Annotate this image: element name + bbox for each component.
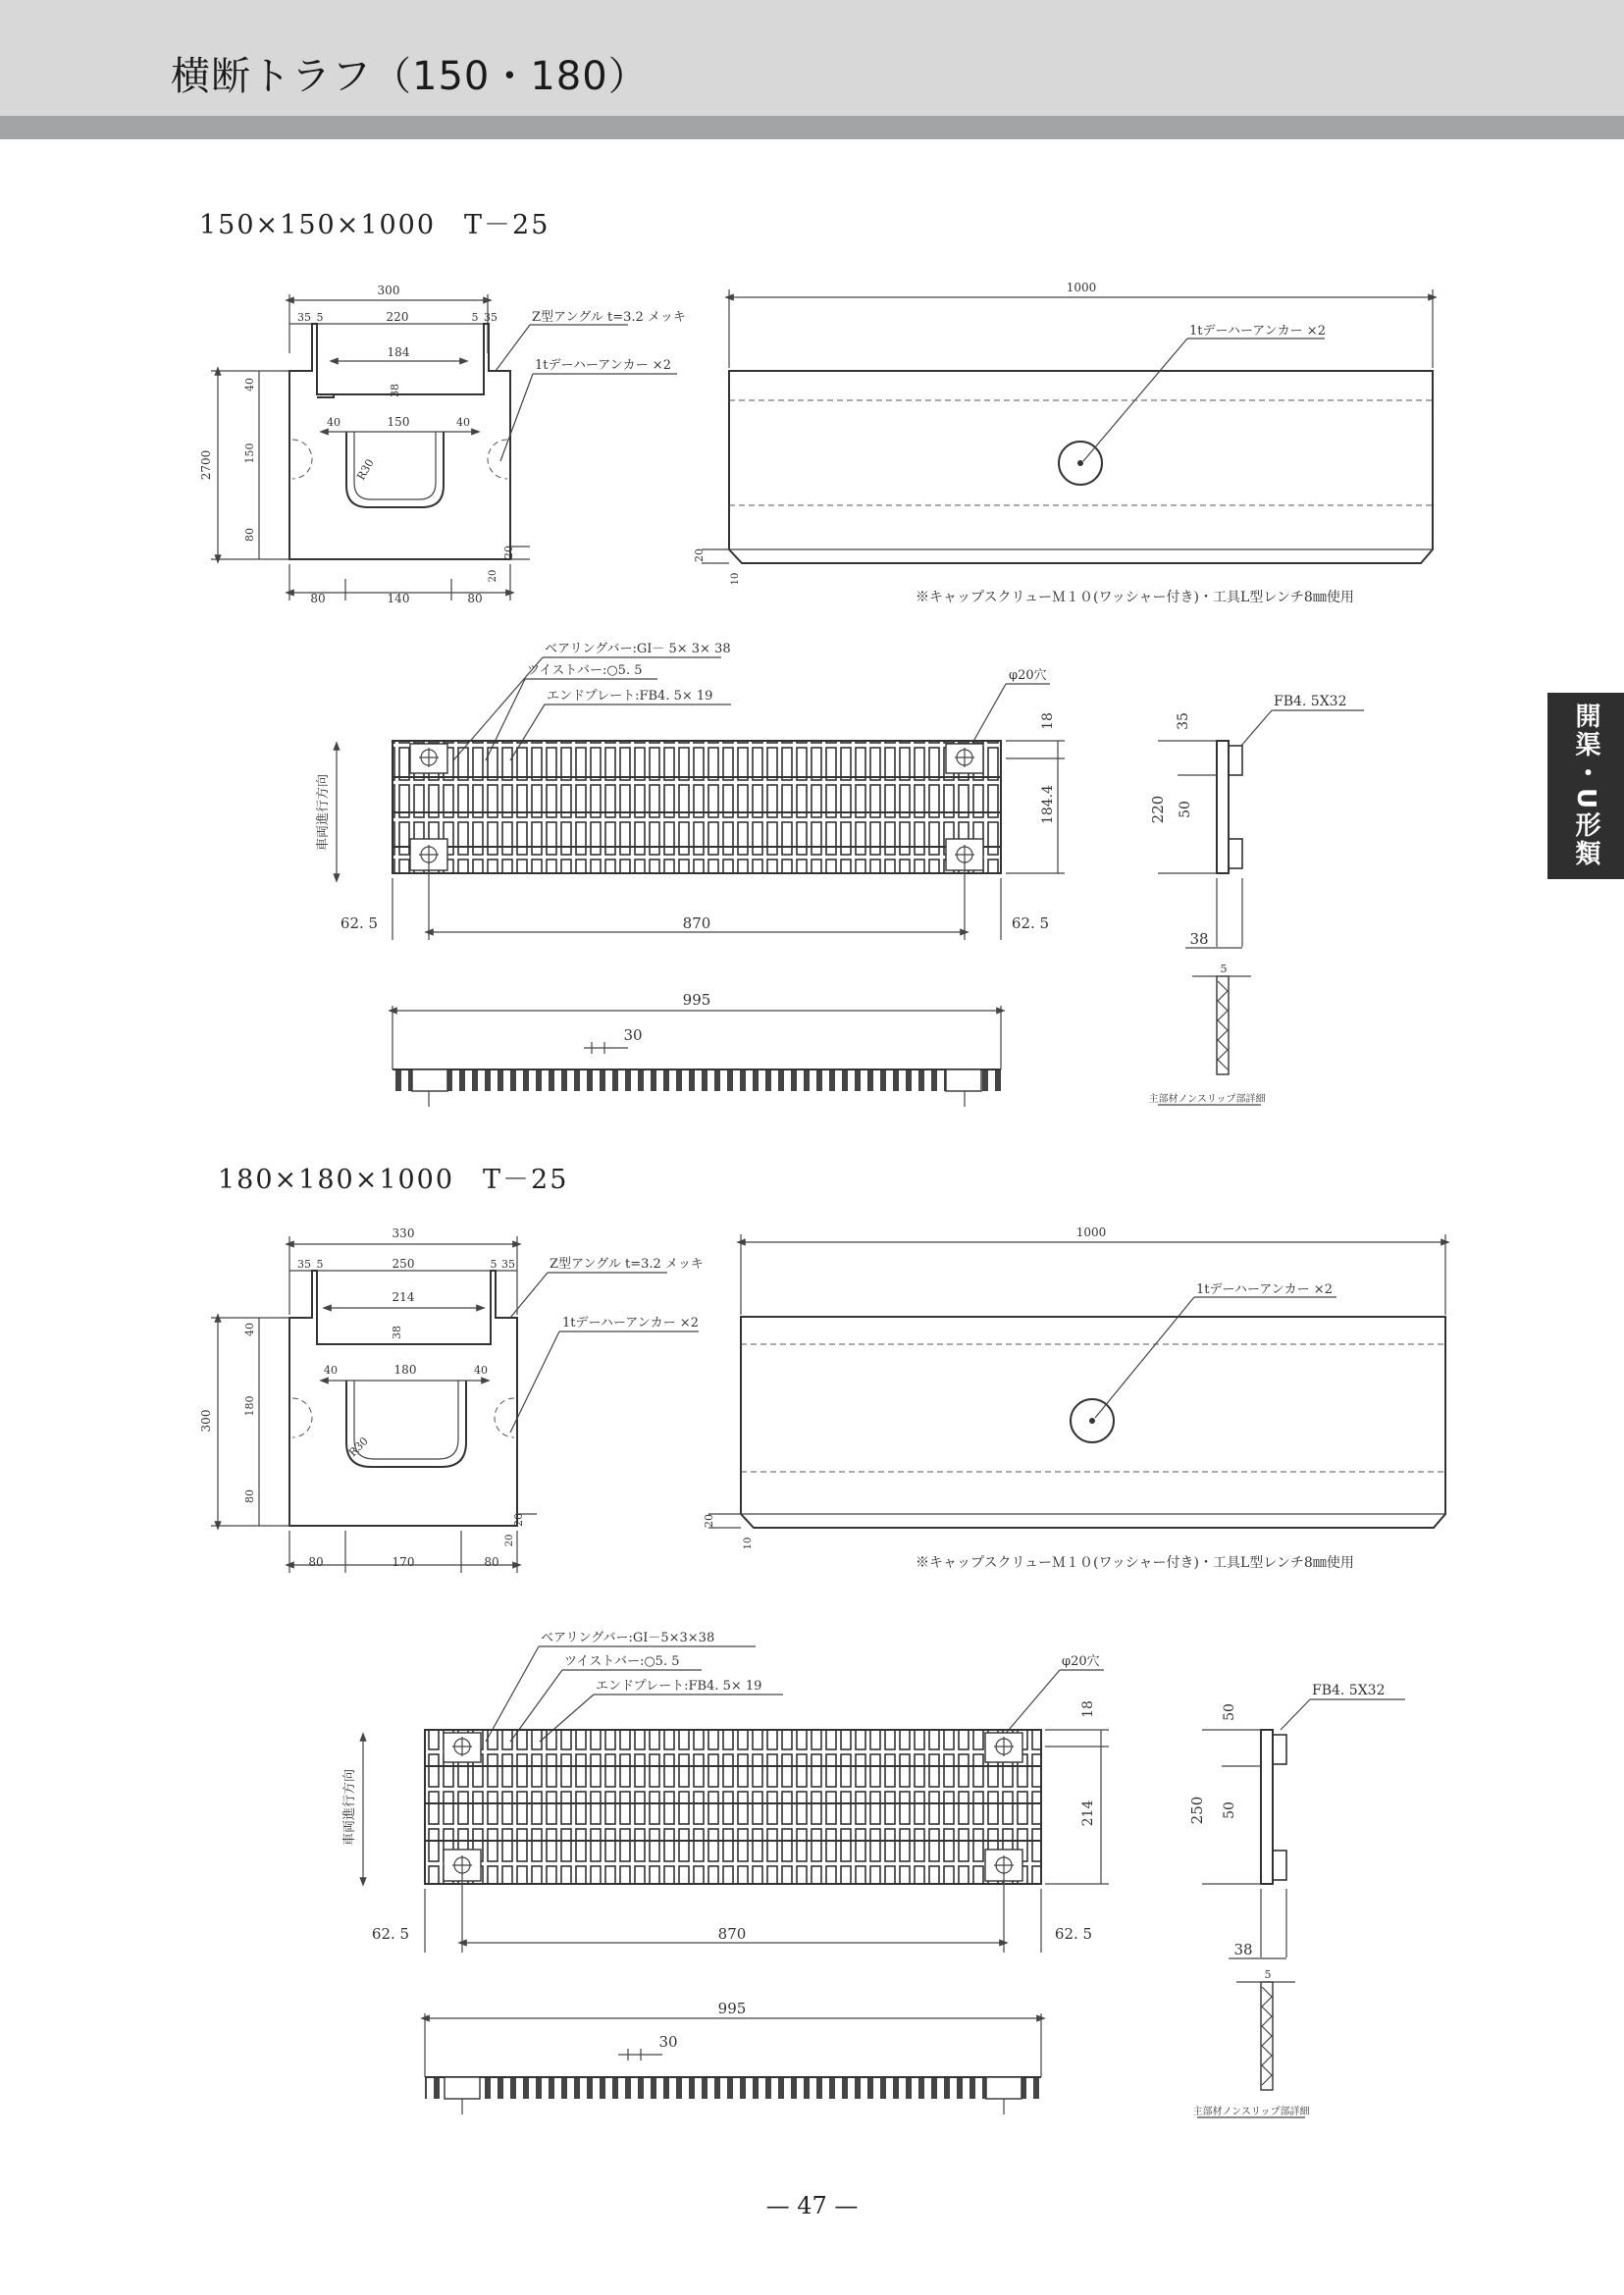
callout-anchor-180: 1tデーハーアンカー ×2 — [562, 1316, 699, 1330]
svg-text:20: 20 — [488, 569, 498, 583]
svg-text:250: 250 — [1188, 1796, 1206, 1825]
svg-text:214: 214 — [392, 1290, 415, 1304]
cross-section-180 — [199, 1226, 704, 1573]
svg-text:80: 80 — [467, 592, 483, 605]
svg-text:35: 35 — [1176, 712, 1191, 730]
svg-text:エンドプレート:FB4. 5× 19: エンドプレート:FB4. 5× 19 — [596, 1679, 762, 1694]
spec-title-150: 150×150×1000 T－25 — [199, 210, 550, 240]
svg-text:20: 20 — [502, 546, 515, 559]
svg-text:1tデーハーアンカー ×2: 1tデーハーアンカー ×2 — [1196, 1282, 1333, 1297]
svg-text:40: 40 — [243, 1323, 256, 1336]
svg-text:38: 38 — [1233, 1941, 1253, 1958]
svg-text:995: 995 — [717, 2000, 747, 2017]
svg-text:62. 5: 62. 5 — [340, 914, 379, 932]
svg-text:1000: 1000 — [1075, 1226, 1107, 1239]
svg-text:40: 40 — [324, 1364, 338, 1377]
svg-text:5: 5 — [316, 311, 324, 324]
svg-text:φ20穴: φ20穴 — [1062, 1654, 1100, 1669]
svg-text:50: 50 — [1222, 1801, 1237, 1819]
svg-text:30: 30 — [623, 1026, 643, 1044]
svg-text:62. 5: 62. 5 — [371, 1925, 410, 1943]
cross-section-150 — [199, 284, 686, 605]
svg-text:170: 170 — [392, 1555, 415, 1569]
side-anchor-label-150: 1tデーハーアンカー ×2 — [1189, 324, 1326, 339]
svg-text:5: 5 — [471, 311, 479, 324]
svg-text:18: 18 — [1080, 1700, 1096, 1718]
label-hole-150: φ20穴 — [1009, 668, 1047, 683]
svg-text:40: 40 — [474, 1364, 488, 1377]
svg-text:20: 20 — [693, 548, 706, 562]
svg-text:ツイストバー:○5. 5: ツイストバー:○5. 5 — [564, 1654, 680, 1669]
svg-text:5: 5 — [1220, 963, 1228, 975]
svg-text:主部材ノンスリップ部詳細: 主部材ノンスリップ部詳細 — [1192, 2107, 1310, 2117]
end-view-180 — [1188, 1683, 1405, 2117]
svg-text:38: 38 — [391, 1326, 403, 1339]
svg-text:38: 38 — [1189, 930, 1209, 948]
callout-anchor-150: 1tデーハーアンカー ×2 — [535, 358, 671, 373]
grating-elevation-150 — [393, 991, 1001, 1107]
svg-text:18: 18 — [1040, 712, 1056, 730]
callout-z-angle-150: Z型アングル t=3.2 メッキ — [532, 310, 686, 325]
svg-text:80: 80 — [243, 528, 256, 542]
svg-text:150: 150 — [387, 415, 410, 429]
svg-text:140: 140 — [387, 592, 410, 605]
svg-text:5: 5 — [316, 1258, 324, 1271]
svg-text:40: 40 — [456, 416, 470, 429]
label-end-plate-150: エンドプレート:FB4. 5× 19 — [547, 689, 713, 704]
svg-text:30: 30 — [658, 2033, 678, 2051]
note-capscrew-180: ※キャップスクリューＭ１０(ワッシャー付き)・工具L型レンチ8㎜使用 — [916, 1555, 1354, 1571]
svg-text:62. 5: 62. 5 — [1011, 914, 1050, 932]
svg-text:5: 5 — [490, 1258, 498, 1271]
label-twist-bar-150: ツイストバー:○5. 5 — [527, 663, 643, 678]
svg-text:20: 20 — [703, 1514, 715, 1528]
svg-text:35: 35 — [484, 311, 498, 324]
svg-text:50: 50 — [1178, 801, 1193, 818]
svg-text:220: 220 — [1149, 795, 1167, 824]
svg-text:220: 220 — [386, 310, 409, 324]
svg-text:330: 330 — [392, 1226, 415, 1240]
svg-text:車両進行方向: 車両進行方向 — [342, 1768, 357, 1847]
svg-text:870: 870 — [682, 914, 711, 932]
svg-text:995: 995 — [682, 991, 711, 1009]
svg-text:35: 35 — [297, 1258, 311, 1271]
caption-end-detail-150: 主部材ノンスリップ部詳細 — [1148, 1094, 1266, 1105]
dim-length-1000: 1000 — [1066, 281, 1097, 294]
svg-text:180: 180 — [393, 1363, 417, 1377]
svg-text:35: 35 — [297, 311, 311, 324]
svg-text:80: 80 — [310, 592, 326, 605]
svg-text:10: 10 — [730, 572, 741, 586]
svg-text:50: 50 — [1222, 1703, 1237, 1721]
svg-text:R30: R30 — [345, 1434, 371, 1460]
svg-text:180: 180 — [243, 1395, 256, 1417]
svg-text:ベアリングバー:GI－5×3×38: ベアリングバー:GI－5×3×38 — [541, 1631, 715, 1645]
svg-text:FB4. 5X32: FB4. 5X32 — [1312, 1683, 1386, 1698]
svg-text:250: 250 — [392, 1257, 415, 1271]
svg-text:150: 150 — [243, 443, 256, 464]
spec-title-180: 180×180×1000 T－25 — [218, 1165, 569, 1195]
svg-text:R30: R30 — [354, 456, 377, 483]
svg-text:20: 20 — [504, 1534, 515, 1547]
svg-text:184.4: 184.4 — [1040, 784, 1056, 825]
svg-text:870: 870 — [717, 1925, 747, 1943]
grating-plan-150 — [315, 642, 1065, 940]
side-view-180 — [703, 1226, 1445, 1549]
grating-plan-180 — [341, 1631, 1109, 1953]
note-capscrew-150: ※キャップスクリューＭ１０(ワッシャー付き)・工具L型レンチ8㎜使用 — [916, 590, 1354, 605]
label-bearing-bar-150: ベアリングバー:GI－ 5× 3× 38 — [545, 642, 731, 656]
callout-z-angle-180: Z型アングル t=3.2 メッキ — [550, 1257, 704, 1272]
svg-text:40: 40 — [243, 378, 256, 391]
page-number: — 47 — — [765, 2192, 859, 2219]
svg-text:38: 38 — [389, 384, 401, 397]
svg-text:35: 35 — [501, 1258, 515, 1271]
svg-text:80: 80 — [243, 1489, 256, 1503]
svg-text:184: 184 — [387, 345, 410, 359]
svg-text:80: 80 — [308, 1555, 324, 1569]
svg-text:5: 5 — [1264, 1968, 1272, 1981]
svg-text:214: 214 — [1080, 1799, 1096, 1827]
svg-text:2700: 2700 — [199, 449, 213, 481]
label-fb-150: FB4. 5X32 — [1274, 694, 1347, 709]
svg-text:62. 5: 62. 5 — [1054, 1925, 1093, 1943]
side-view-150 — [693, 281, 1433, 585]
category-side-tab: 開渠・U形類 — [1547, 693, 1624, 879]
svg-text:40: 40 — [327, 416, 341, 429]
svg-text:20: 20 — [512, 1513, 525, 1527]
svg-text:80: 80 — [484, 1555, 499, 1569]
dim-top-width: 300 — [377, 284, 400, 297]
page-title: 横断トラフ（150・180） — [171, 54, 649, 99]
svg-text:10: 10 — [743, 1537, 754, 1550]
svg-text:300: 300 — [199, 1409, 213, 1433]
end-view-150 — [1149, 694, 1364, 1105]
grating-elevation-180 — [425, 2000, 1041, 2114]
label-direction-150: 車両進行方向 — [316, 773, 331, 852]
